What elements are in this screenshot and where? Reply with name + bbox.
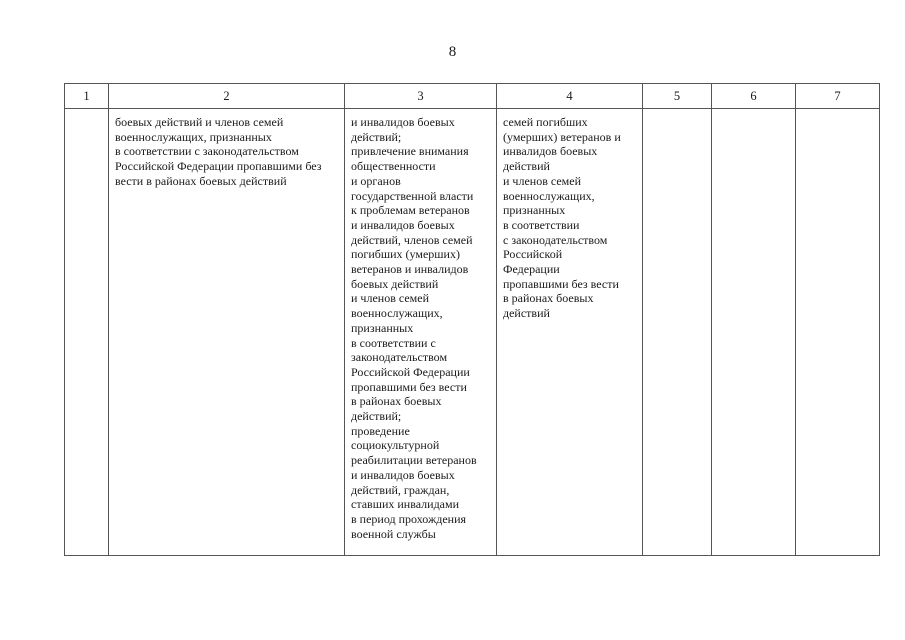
data-table xyxy=(64,83,880,556)
column-header-1: 1 xyxy=(65,84,109,109)
table-cell-col-2: боевых действий и членов семей военнослужащих, признанных в соответствии с законодательством Российской Федерации пропавшими без вести в районах боевых действий xyxy=(109,109,345,556)
column-header-5: 5 xyxy=(643,84,712,109)
table-cell-col-4: семей погибших (умерших) ветеранов и инвалидов боевых действий и членов семей военнослужащих, признанных в соответствии с законодательством Российской Федерации пропавшими без вести в районах боевых действий xyxy=(497,109,643,556)
table-cell-col-7 xyxy=(796,109,880,556)
table-cell-col-5 xyxy=(643,109,712,556)
table-row xyxy=(65,109,880,556)
column-header-6: 6 xyxy=(712,84,796,109)
page-number: 8 xyxy=(448,44,457,60)
column-header-3: 3 xyxy=(345,84,497,109)
column-header-7: 7 xyxy=(796,84,880,109)
header-row xyxy=(65,84,880,109)
table-cell-col-1 xyxy=(65,109,109,556)
table-cell-col-3: и инвалидов боевых действий; привлечение внимания общественности и органов государственной власти к проблемам ветеранов и инвалидов боевых действий, членов семей погибших (умерших) ветеранов и инвалидов боевых действий и членов семей военнослужащих, признанных в соответствии с законодательством Российской Федерации пропавшими без вести в районах боевых действий; проведение социокультурной реабилитации ветеранов и инвалидов боевых действий, граждан, ставших инвалидами в период прохождения военной службы xyxy=(345,109,497,556)
column-header-2: 2 xyxy=(109,84,345,109)
table-cell-col-6 xyxy=(712,109,796,556)
column-header-4: 4 xyxy=(497,84,643,109)
